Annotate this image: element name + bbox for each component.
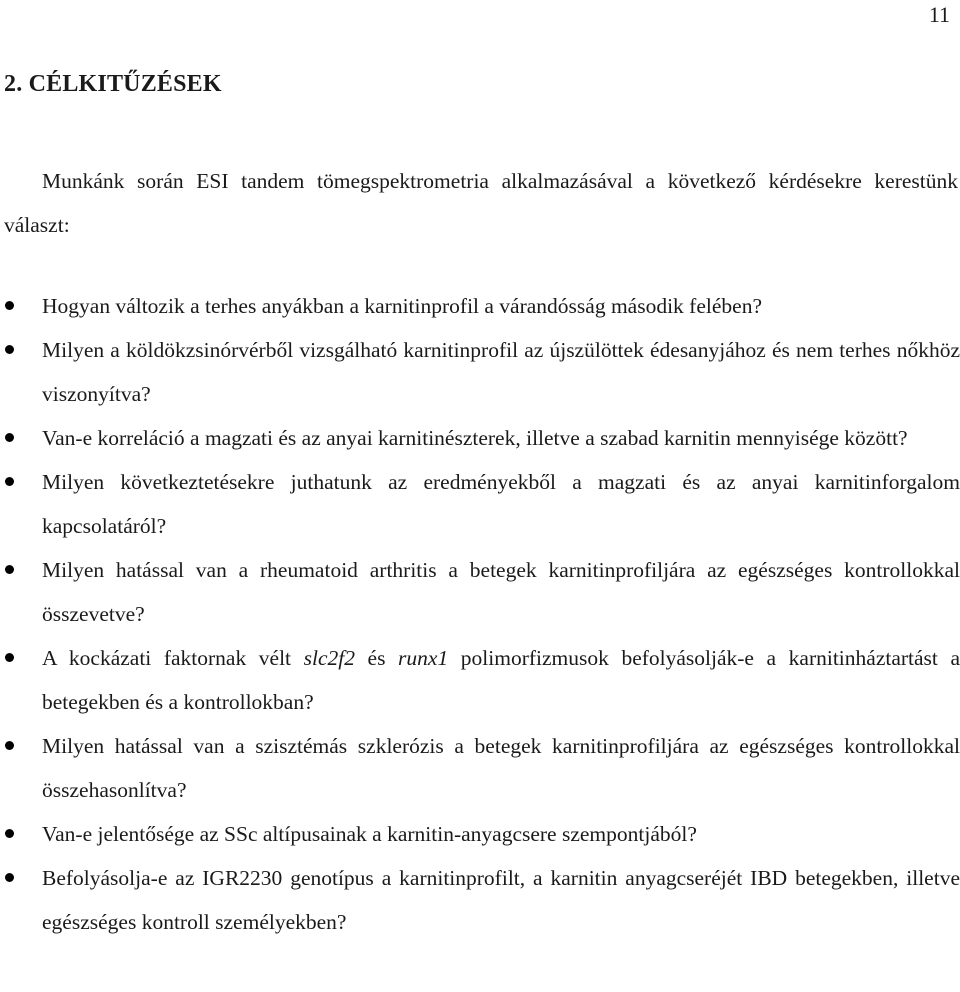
bullet-icon [5, 565, 14, 574]
bullet-icon [5, 653, 14, 662]
list-item [0, 856, 960, 944]
intro-paragraph: Munkánk során ESI tandem tömegspektrometria alkalmazásával a következő kérdésekre kerestünk választ: [4, 169, 958, 237]
question-text: Milyen hatással van a szisztémás szklerózis a betegek karnitinprofiljára az egészséges kontrollokkal összehasonlítva? [42, 734, 960, 802]
question-text: Befolyásolja-e az IGR2230 genotípus a karnitinprofilt, a karnitin anyagcseréjét IBD betegekben, illetve egészséges kontroll személyekben? [42, 866, 960, 934]
list-item [0, 284, 960, 328]
list-item [0, 416, 960, 460]
bullet-icon [5, 829, 14, 838]
question-text-part: A kockázati faktornak vélt [42, 646, 304, 670]
question-text: Milyen következtetésekre juthatunk az eredményekből a magzati és az anyai karnitinforgalom kapcsolatáról? [42, 470, 960, 538]
bullet-icon [5, 741, 14, 750]
gene-name: runx1 [398, 646, 449, 670]
list-item [0, 328, 960, 416]
bullet-icon [5, 301, 14, 310]
question-text: Milyen a köldökzsinórvérből vizsgálható karnitinprofil az újszülöttek édesanyjához és nem terhes nőkhöz viszonyítva? [42, 338, 960, 406]
question-text-part: és [354, 646, 399, 670]
list-item [0, 724, 960, 812]
bullet-icon [5, 873, 14, 882]
section-heading: 2. CÉLKITŰZÉSEK [4, 71, 222, 97]
question-text [42, 646, 960, 714]
list-item [0, 460, 960, 548]
list-item [0, 636, 960, 724]
bullet-icon [5, 345, 14, 354]
gene-name: slc2f2 [303, 646, 355, 670]
list-item [0, 548, 960, 636]
question-text: Van-e jelentősége az SSc altípusainak a karnitin-anyagcsere szempontjából? [42, 822, 697, 846]
question-text: Hogyan változik a terhes anyákban a karnitinprofil a várandósság második felében? [42, 294, 762, 318]
bullet-icon [5, 433, 14, 442]
question-list [0, 284, 960, 944]
question-text-part: polimorfizmusok befolyásolják-e a karnitinháztartást a betegekben és a kontrollokban? [42, 646, 960, 714]
question-text: Milyen hatással van a rheumatoid arthritis a betegek karnitinprofiljára az egészséges kontrollokkal összevetve? [42, 558, 960, 626]
list-item [0, 812, 960, 856]
page-number: 11 [928, 2, 950, 27]
bullet-icon [5, 477, 14, 486]
question-text: Van-e korreláció a magzati és az anyai karnitinészterek, illetve a szabad karnitin mennyisége között? [42, 426, 908, 450]
